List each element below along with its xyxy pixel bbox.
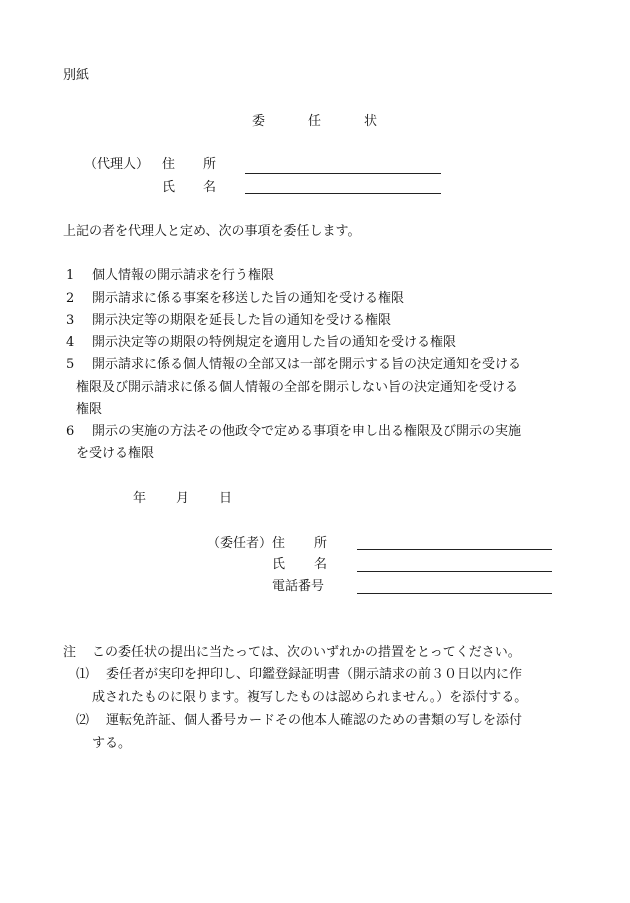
attachment-label: 別紙 bbox=[63, 68, 90, 83]
item-number: 2 bbox=[66, 291, 75, 306]
agent-name-label-2: 名 bbox=[203, 180, 217, 195]
item-number: 6 bbox=[66, 424, 75, 439]
principal-address-label-1: 住 bbox=[272, 536, 286, 551]
principal-name-label-1: 氏 bbox=[272, 557, 286, 572]
agent-address-label-1: 住 bbox=[162, 157, 176, 172]
agent-address-field[interactable] bbox=[245, 173, 441, 174]
principal-address-field[interactable] bbox=[357, 549, 552, 550]
item-number: 5 bbox=[66, 357, 75, 372]
item-number: 3 bbox=[66, 313, 75, 328]
note-item-number: ⑴ bbox=[76, 667, 90, 682]
note-item-text: 運転免許証、個人番号カードその他本人確認のための書類の写しを添付 bbox=[106, 713, 523, 728]
agent-label: （代理人） bbox=[84, 157, 150, 172]
agent-name-label-1: 氏 bbox=[162, 180, 176, 195]
date-month-label: 月 bbox=[176, 491, 190, 506]
principal-phone-label: 電話番号 bbox=[272, 579, 325, 594]
principal-label: （委任者） bbox=[207, 536, 273, 551]
intro-text: 上記の者を代理人と定め、次の事項を委任します。 bbox=[63, 224, 361, 239]
date-year-label: 年 bbox=[133, 491, 147, 506]
item-text-continued: 権限及び開示請求に係る個人情報の全部を開示しない旨の決定通知を受ける bbox=[76, 380, 519, 395]
title-char-2: 任 bbox=[308, 114, 322, 129]
date-day-label: 日 bbox=[219, 491, 233, 506]
title-char-1: 委 bbox=[252, 114, 266, 129]
item-text: 個人情報の開示請求を行う権限 bbox=[92, 268, 275, 283]
item-text: 開示の実施の方法その他政令で定める事項を申し出る権限及び開示の実施 bbox=[92, 424, 522, 439]
principal-name-field[interactable] bbox=[357, 571, 552, 572]
note-mark: 注 bbox=[63, 645, 77, 660]
principal-name-label-2: 名 bbox=[314, 557, 328, 572]
note-item-text-continued: する。 bbox=[92, 736, 132, 751]
principal-phone-field[interactable] bbox=[357, 593, 552, 594]
item-text: 開示請求に係る個人情報の全部又は一部を開示する旨の決定通知を受ける bbox=[92, 357, 522, 372]
note-item-text-continued: 成されたものに限ります。複写したものは認められません。）を添付する。 bbox=[92, 690, 528, 705]
item-text-continued: 権限 bbox=[76, 402, 103, 417]
agent-address-label-2: 所 bbox=[203, 157, 217, 172]
note-item-number: ⑵ bbox=[76, 713, 90, 728]
title-char-3: 状 bbox=[364, 114, 378, 129]
note-text: この委任状の提出に当たっては、次のいずれかの措置をとってください。 bbox=[92, 645, 521, 660]
note-item-text: 委任者が実印を押印し、印鑑登録証明書（開示請求の前３０日以内に作 bbox=[106, 667, 523, 682]
item-text-continued: を受ける権限 bbox=[76, 446, 155, 461]
item-text: 開示決定等の期限を延長した旨の通知を受ける権限 bbox=[92, 313, 392, 328]
item-text: 開示決定等の期限の特例規定を適用した旨の通知を受ける権限 bbox=[92, 335, 457, 350]
item-number: 1 bbox=[66, 268, 75, 283]
item-number: 4 bbox=[66, 335, 75, 350]
agent-name-field[interactable] bbox=[245, 193, 441, 194]
item-text: 開示請求に係る事案を移送した旨の通知を受ける権限 bbox=[92, 291, 405, 306]
principal-address-label-2: 所 bbox=[314, 536, 328, 551]
